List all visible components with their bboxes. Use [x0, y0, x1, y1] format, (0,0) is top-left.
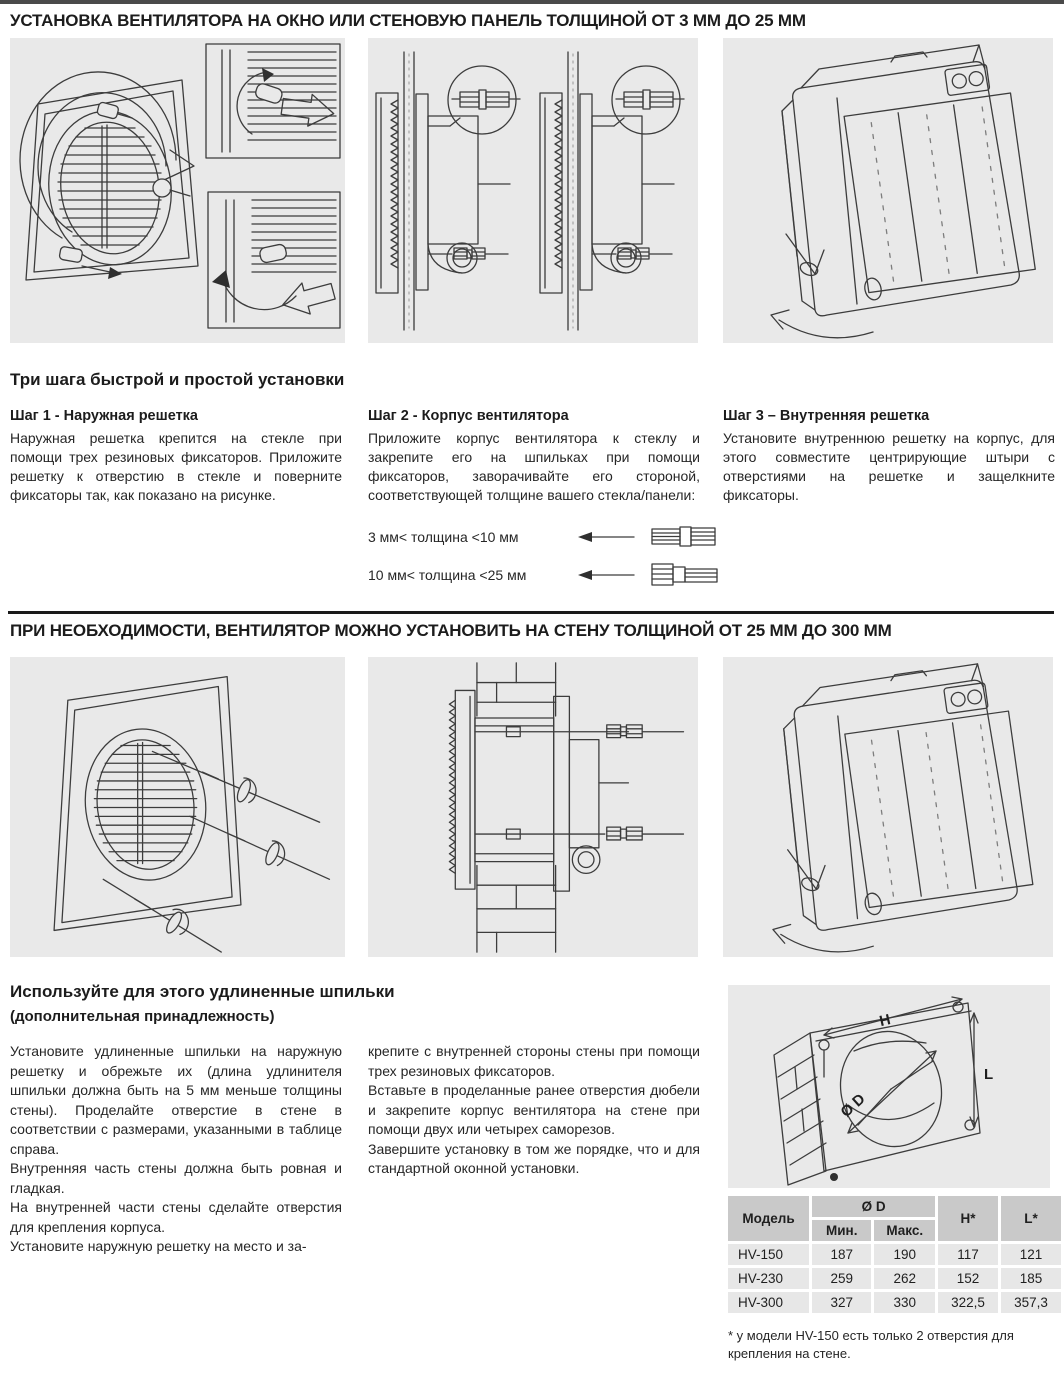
col-header-diameter: Ø D	[812, 1196, 935, 1217]
left-arrow-icon	[578, 568, 636, 582]
subheading-extension-studs: Используйте для этого удлиненные шпильки	[10, 982, 395, 1001]
cell-l: 357,3	[1001, 1292, 1061, 1313]
step-2-body: Приложите корпус вентилятора к стеклу и закрепите его на шпильках при помощи фиксаторов, заворачивайте его стороной, соответствующей толщине вашего стекла/панели:	[368, 430, 700, 503]
illustration-panel-inner-grille	[723, 38, 1053, 343]
illustration-panel-grille-with-studs	[10, 657, 345, 957]
outer-grille-illustration	[10, 38, 345, 343]
paragraph: Завершите установку в том же порядке, что и для стандартной оконной установки.	[368, 1140, 700, 1176]
grille-with-studs-illustration	[10, 657, 345, 957]
fan-on-wall-illustration	[723, 657, 1053, 957]
table-row	[728, 1244, 1061, 1265]
illustration-panel-fan-body-side	[368, 38, 698, 343]
cell-l: 121	[1001, 1244, 1061, 1265]
thickness-option-1	[368, 523, 722, 550]
step-3-body: Установите внутреннюю решетку на корпус, для этого совместите центрирующие штыри с отверстиями на решетке и защелкните фиксаторы.	[723, 430, 1055, 503]
table-row	[728, 1268, 1061, 1289]
thickness-option-1-label: 3 мм< толщина <10 мм	[368, 528, 519, 545]
col-header-model: Модель	[728, 1196, 809, 1241]
cell-d-max: 190	[874, 1244, 935, 1265]
wall-dimensions-diagram	[728, 985, 1050, 1188]
step-1-body: Наружная решетка крепится на стекле при помощи трех резиновых фиксаторов. Приложите решетку к отверстию в стекле и поверните фиксаторы так, как показано на рисунке.	[10, 430, 342, 503]
cell-d-max: 262	[874, 1268, 935, 1289]
illustration-panel-wall-section	[368, 657, 698, 957]
step-3-block	[723, 408, 1055, 505]
thickness-option-2	[368, 561, 722, 588]
cell-model: HV-150	[728, 1244, 809, 1265]
cell-model: HV-230	[728, 1268, 809, 1289]
dimension-table	[725, 1193, 1064, 1316]
cell-h: 117	[938, 1244, 998, 1265]
side-view	[376, 52, 520, 330]
col-header-l: L*	[1001, 1196, 1061, 1241]
subheading-three-steps: Три шага быстрой и простой установки	[10, 370, 345, 389]
cell-d-min: 187	[812, 1244, 871, 1265]
wall-install-column-2	[368, 1042, 700, 1179]
fixator-plug-icon	[650, 561, 722, 588]
paragraph: Вставьте в проделанные ранее отверстия дюбели и закрепите корпус вентилятора на стене при помощи двух или четырех саморезов.	[368, 1082, 700, 1137]
fixator-detail-inset-bottom	[208, 192, 340, 328]
dimension-label-d: Ø D	[837, 1090, 869, 1121]
fixator-detail-inset-top	[206, 44, 340, 158]
paragraph: крепите с внутренней стороны стены при помощи трех резиновых фиксаторов.	[368, 1043, 700, 1079]
dimension-label-l: L	[984, 1066, 994, 1083]
step-2-title: Шаг 2 - Корпус вентилятора	[368, 408, 569, 424]
brick-wall	[477, 663, 556, 952]
col-header-h: H*	[938, 1196, 998, 1241]
page-top-rule	[0, 0, 1064, 4]
cell-model: HV-300	[728, 1292, 809, 1313]
thickness-option-2-label: 10 мм< толщина <25 мм	[368, 566, 527, 583]
paragraph: На внутренней части стены сделайте отверстия для крепления корпуса.	[10, 1199, 342, 1235]
cell-h: 322,5	[938, 1292, 998, 1313]
cell-d-min: 327	[812, 1292, 871, 1313]
step-2-block	[368, 408, 700, 505]
wall-install-column-1	[10, 1042, 342, 1257]
dimension-label-h: H	[877, 1011, 893, 1031]
subheading-accessory-note: (дополнительная принадлежность)	[10, 1008, 275, 1025]
inner-grille-illustration	[723, 38, 1053, 343]
step-1-block	[10, 408, 342, 505]
step-3-title: Шаг 3 – Внутренняя решетка	[723, 408, 930, 424]
col-header-min: Мин.	[812, 1220, 871, 1241]
fan-3d-view	[771, 45, 1035, 338]
fixator-plug-icon	[650, 523, 722, 550]
cell-l: 185	[1001, 1268, 1061, 1289]
paragraph: Внутренняя часть стены должна быть ровная и гладкая.	[10, 1160, 342, 1196]
section-divider	[8, 611, 1054, 614]
cell-h: 152	[938, 1268, 998, 1289]
heading-wall-installation: ПРИ НЕОБХОДИМОСТИ, ВЕНТИЛЯТОР МОЖНО УСТАНОВИТЬ НА СТЕНУ ТОЛЩИНОЙ ОТ 25 ММ ДО 300 ММ	[10, 621, 892, 640]
fan-body-side-illustration	[368, 38, 698, 343]
wall-section-illustration	[368, 657, 698, 957]
studs-and-plugs	[475, 725, 684, 840]
step-1-title: Шаг 1 - Наружная решетка	[10, 408, 198, 424]
cell-d-max: 330	[874, 1292, 935, 1313]
heading-window-installation: УСТАНОВКА ВЕНТИЛЯТОРА НА ОКНО ИЛИ СТЕНОВУЮ ПАНЕЛЬ ТОЛЩИНОЙ ОТ 3 ММ ДО 25 ММ	[10, 11, 806, 30]
illustration-panel-outer-grille	[10, 38, 345, 343]
left-arrow-icon	[578, 530, 636, 544]
cell-d-min: 259	[812, 1268, 871, 1289]
col-header-max: Макс.	[874, 1220, 935, 1241]
wall-dimensions-panel	[728, 985, 1050, 1188]
illustration-panel-fan-on-wall	[723, 657, 1053, 957]
paragraph: Установите наружную решетку на место и за-	[10, 1238, 307, 1254]
paragraph: Установите удлиненные шпильки на наружную решетку и обрежьте их (длина удлинителя шпильки должна быть на 5 мм меньше толщины стены). Проделайте отверстие в стене в соответствии с размерами, указанными в таблице справа.	[10, 1043, 342, 1157]
table-footnote: * у модели HV-150 есть только 2 отверстия для крепления на стене.	[728, 1328, 1014, 1361]
table-row	[728, 1292, 1061, 1313]
